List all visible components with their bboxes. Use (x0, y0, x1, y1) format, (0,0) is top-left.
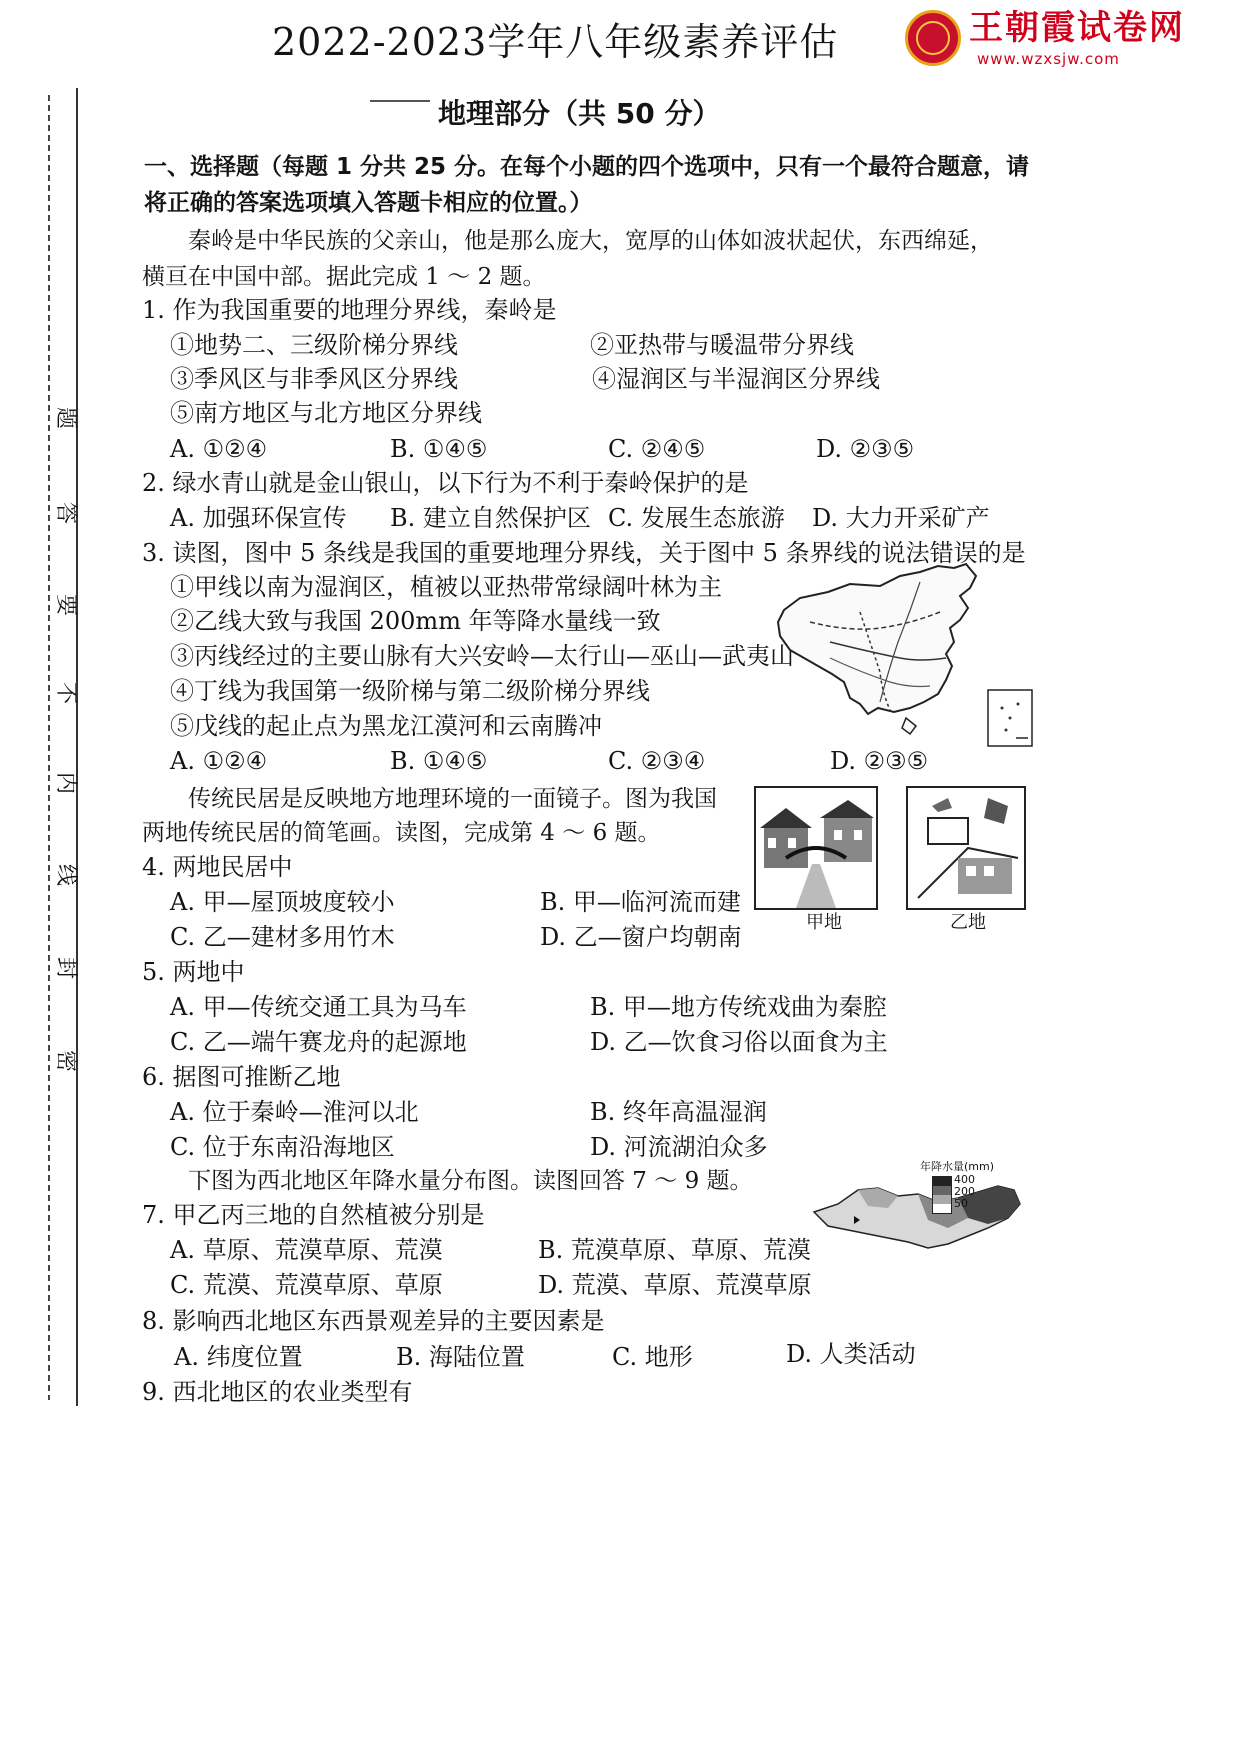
exam-title: 2022-2023学年八年级素养评估 (272, 20, 839, 64)
title-rule (370, 100, 430, 102)
question-stem: 3. 读图，图中 5 条线是我国的重要地理分界线，关于图中 5 条界线的说法错误的是 (142, 539, 1026, 567)
question-stem: 1. 作为我国重要的地理分界线，秦岭是 (142, 296, 557, 324)
seal-icon (905, 10, 961, 66)
question-stem: 8. 影响西北地区东西景观差异的主要因素是 (142, 1307, 605, 1335)
option-d: D. ②③⑤ (830, 747, 929, 775)
option-c: C. 发展生态旅游 (608, 504, 785, 532)
option-c: C. 乙—建材多用竹木 (170, 923, 395, 951)
passage-text: 传统民居是反映地方地理环境的一面镜子。图为我国 (188, 786, 717, 812)
statement-item: ④丁线为我国第一级阶梯与第二级阶梯分界线 (170, 677, 650, 705)
question-stem: 2. 绿水青山就是金山银山，以下行为不利于秦岭保护的是 (142, 469, 749, 497)
option-b: B. 终年高温湿润 (590, 1098, 767, 1126)
option-a: A. 加强环保宣传 (170, 504, 347, 532)
china-boundary-map (770, 562, 1040, 752)
statement-item: ①甲线以南为湿润区，植被以亚热带常绿阔叶林为主 (170, 573, 722, 601)
option-a: A. ①②④ (170, 747, 268, 775)
option-d: D. 乙—饮食习俗以面食为主 (590, 1028, 888, 1056)
margin-dashed-line (48, 95, 50, 1400)
passage-text: 两地传统民居的简笔画。读图，完成第 4 ～ 6 题。 (142, 820, 661, 846)
statement-item: ③季风区与非季风区分界线 (170, 365, 458, 393)
northwest-precipitation-map (808, 1168, 1034, 1258)
margin-char: 密 (53, 1049, 79, 1073)
legend-swatches (932, 1176, 952, 1214)
option-b: B. 建立自然保护区 (390, 504, 591, 532)
option-d: D. 荒漠、草原、荒漠草原 (538, 1271, 812, 1299)
option-a: A. ①②④ (170, 435, 268, 463)
option-d: D. 大力开采矿产 (812, 504, 990, 532)
question-stem: 9. 西北地区的农业类型有 (142, 1378, 413, 1406)
legend-title: 年降水量(mm) (920, 1160, 995, 1173)
logo-name: 王朝霞试卷网 (969, 8, 1185, 48)
instructions-line1: 一、选择题（每题 1 分共 25 分。在每个小题的四个选项中，只有一个最符合题意，请 (144, 154, 1030, 180)
option-a: A. 纬度位置 (174, 1343, 303, 1371)
option-c: C. 位于东南沿海地区 (170, 1133, 395, 1161)
logo-url: www.wzxsjw.com (977, 50, 1120, 68)
option-a: A. 甲—屋顶坡度较小 (170, 888, 395, 916)
statement-item: ⑤南方地区与北方地区分界线 (170, 399, 482, 427)
margin-char: 不 (53, 681, 79, 705)
option-d: D. 人类活动 (786, 1340, 916, 1368)
legend-value: 200 (954, 1185, 975, 1198)
legend-value: 50 (954, 1197, 968, 1210)
section-title: 地理部分（共 50 分） (438, 97, 721, 130)
statement-item: ⑤戊线的起止点为黑龙江漠河和云南腾冲 (170, 712, 602, 740)
question-stem: 4. 两地民居中 (142, 853, 293, 881)
option-b: B. ①④⑤ (390, 435, 488, 463)
margin-char: 封 (53, 956, 79, 980)
option-b: B. 海陆位置 (396, 1343, 525, 1371)
passage-text: 下图为西北地区年降水量分布图。读图回答 7 ～ 9 题。 (188, 1168, 753, 1194)
statement-item: ④湿润区与半湿润区分界线 (592, 365, 880, 393)
margin-char: 内 (53, 771, 79, 795)
option-d: D. ②③⑤ (816, 435, 915, 463)
margin-solid-line (76, 88, 78, 1406)
option-b: B. 荒漠草原、草原、荒漠 (538, 1236, 811, 1264)
figure-caption: 乙地 (950, 912, 986, 933)
option-a: A. 草原、荒漠草原、荒漠 (170, 1236, 443, 1264)
option-d: D. 乙—窗户均朝南 (540, 923, 742, 951)
question-stem: 6. 据图可推断乙地 (142, 1063, 341, 1091)
option-b: B. 甲—临河流而建 (540, 888, 741, 916)
question-stem: 7. 甲乙丙三地的自然植被分别是 (142, 1201, 485, 1229)
option-c: C. ②④⑤ (608, 435, 706, 463)
margin-char: 要 (53, 593, 79, 617)
question-stem: 5. 两地中 (142, 958, 245, 986)
dwelling-sketch-jia (754, 786, 878, 910)
margin-char: 答 (53, 501, 79, 525)
statement-item: ③丙线经过的主要山脉有大兴安岭—太行山—巫山—武夷山 (170, 642, 794, 670)
margin-char: 题 (53, 406, 79, 430)
figure-caption: 甲地 (806, 912, 842, 933)
option-c: C. ②③④ (608, 747, 706, 775)
passage-text: 横亘在中国中部。据此完成 1 ～ 2 题。 (142, 264, 546, 290)
statement-item: ①地势二、三级阶梯分界线 (170, 331, 458, 359)
option-a: A. 甲—传统交通工具为马车 (170, 993, 467, 1021)
instructions-line2: 将正确的答案选项填入答题卡相应的位置。） (144, 190, 593, 216)
passage-text: 秦岭是中华民族的父亲山，他是那么庞大，宽厚的山体如波状起伏，东西绵延， (188, 228, 993, 254)
legend-value: 400 (954, 1173, 975, 1186)
dwelling-sketch-yi (906, 786, 1026, 910)
option-c: C. 荒漠、荒漠草原、草原 (170, 1271, 443, 1299)
option-c: C. 地形 (612, 1343, 693, 1371)
option-b: B. 甲—地方传统戏曲为秦腔 (590, 993, 887, 1021)
statement-item: ②乙线大致与我国 200mm 年等降水量线一致 (170, 607, 661, 635)
option-a: A. 位于秦岭—淮河以北 (170, 1098, 419, 1126)
option-c: C. 乙—端午赛龙舟的起源地 (170, 1028, 467, 1056)
margin-char: 线 (53, 863, 79, 887)
option-b: B. ①④⑤ (390, 747, 488, 775)
option-d: D. 河流湖泊众多 (590, 1133, 768, 1161)
statement-item: ②亚热带与暖温带分界线 (590, 331, 854, 359)
brand-logo (905, 6, 1235, 70)
